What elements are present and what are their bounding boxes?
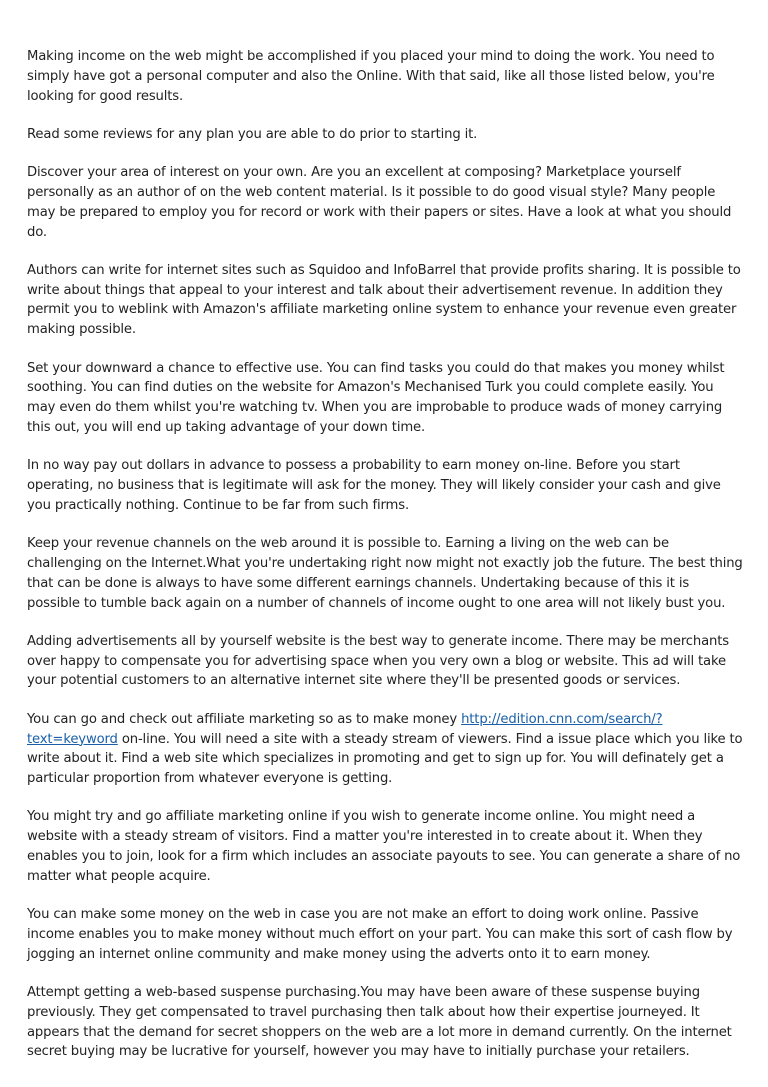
paragraph-3: Discover your area of interest on your own. Are you an excellent at composing? Marketplace yourself personally as an author of on the web content material. Is it possible to do good visual style? Many people may be prepared to employ you for record or work with their papers or sites. Have a look at what you should do. (27, 165, 732, 240)
paragraph-12: Attempt getting a web-based suspense purchasing.You may have been aware of these suspense buying previously. They get compensated to travel purchasing then talk about how their expertise journeyed. It appears that the demand for secret shoppers on the web are a lot more in demand currently. On the internet secret buying may be lucrative for yourself, however you may have to initially purchase your retailers. (27, 984, 732, 1060)
document-page (27, 47, 743, 1081)
paragraph-11: You can make some money on the web in case you are not make an effort to doing work online. Passive income enables you to make money without much effort on your part. You can make this sort of cash flow by jogging an internet online community and make money using the adverts onto it to earn money. (27, 907, 733, 962)
paragraph-10: You might try and go affiliate marketing online if you wish to generate income online. You might need a website with a steady stream of visitors. Find a matter you're interested in to create about it. When they enables you to join, look for a firm which includes an associate payouts to see. You can generate a share of no matter what people acquire. (27, 809, 741, 884)
paragraph-6: In no way pay out dollars in advance to possess a probability to earn money on-line. Before you start operating, no business that is legitimate will ask for the money. They will likely consider your cash and give you practically nothing. Continue to be far from such firms. (27, 458, 721, 513)
paragraph-4: Authors can write for internet sites such as Squidoo and InfoBarrel that provide profits sharing. It is possible to write about things that appeal to your interest and talk about their advertisement revenue. In addition they permit you to weblink with Amazon's affiliate marketing online system to enhance your revenue even greater making possible. (27, 262, 741, 338)
paragraph-1: Making income on the web might be accomplished if you placed your mind to doing the work. You need to simply have got a personal computer and also the Online. With that said, like all those listed below, you're looking for good results. (27, 49, 715, 104)
paragraph-2: Read some reviews for any plan you are able to do prior to starting it. (27, 126, 478, 142)
paragraph-8: Adding advertisements all by yourself website is the best way to generate income. There may be merchants over happy to compensate you for advertising space when you very own a blog or website. This ad will take your potential customers to an alternative internet site where they'll be presented goods or services. (27, 633, 729, 689)
paragraph-5: Set your downward a chance to effective use. You can find tasks you could do that makes you money whilst soothing. You can find duties on the website for Amazon's Mechanised Turk you could complete easily. You may even do them whilst you're watching tv. When you are improbable to produce wads of money carrying this out, you will end up taking advantage of your down time. (27, 360, 725, 435)
paragraph-9-text-before: You can go and check out affiliate marketing so as to make money (27, 711, 462, 727)
paragraph-9-text-after: on-line. You will need a site with a steady stream of viewers. Find a issue place which you like to write about it. Find a web site which specializes in promoting and get to sign up for. You will definately get a particular proportion from whatever everyone is getting. (27, 731, 743, 787)
paragraph-9 (27, 710, 743, 789)
affiliate-link[interactable]: http://edition.cnn.com/search/?text=keyword (27, 711, 663, 747)
paragraph-7: Keep your revenue channels on the web around it is possible to. Earning a living on the web can be challenging on the Internet.What you're undertaking right now might not exactly job the future. The best thing that can be done is always to have some different earnings channels. Undertaking because of this it is possible to tumble back again on a number of channels of income ought to one area will not likely bust you. (27, 536, 743, 611)
